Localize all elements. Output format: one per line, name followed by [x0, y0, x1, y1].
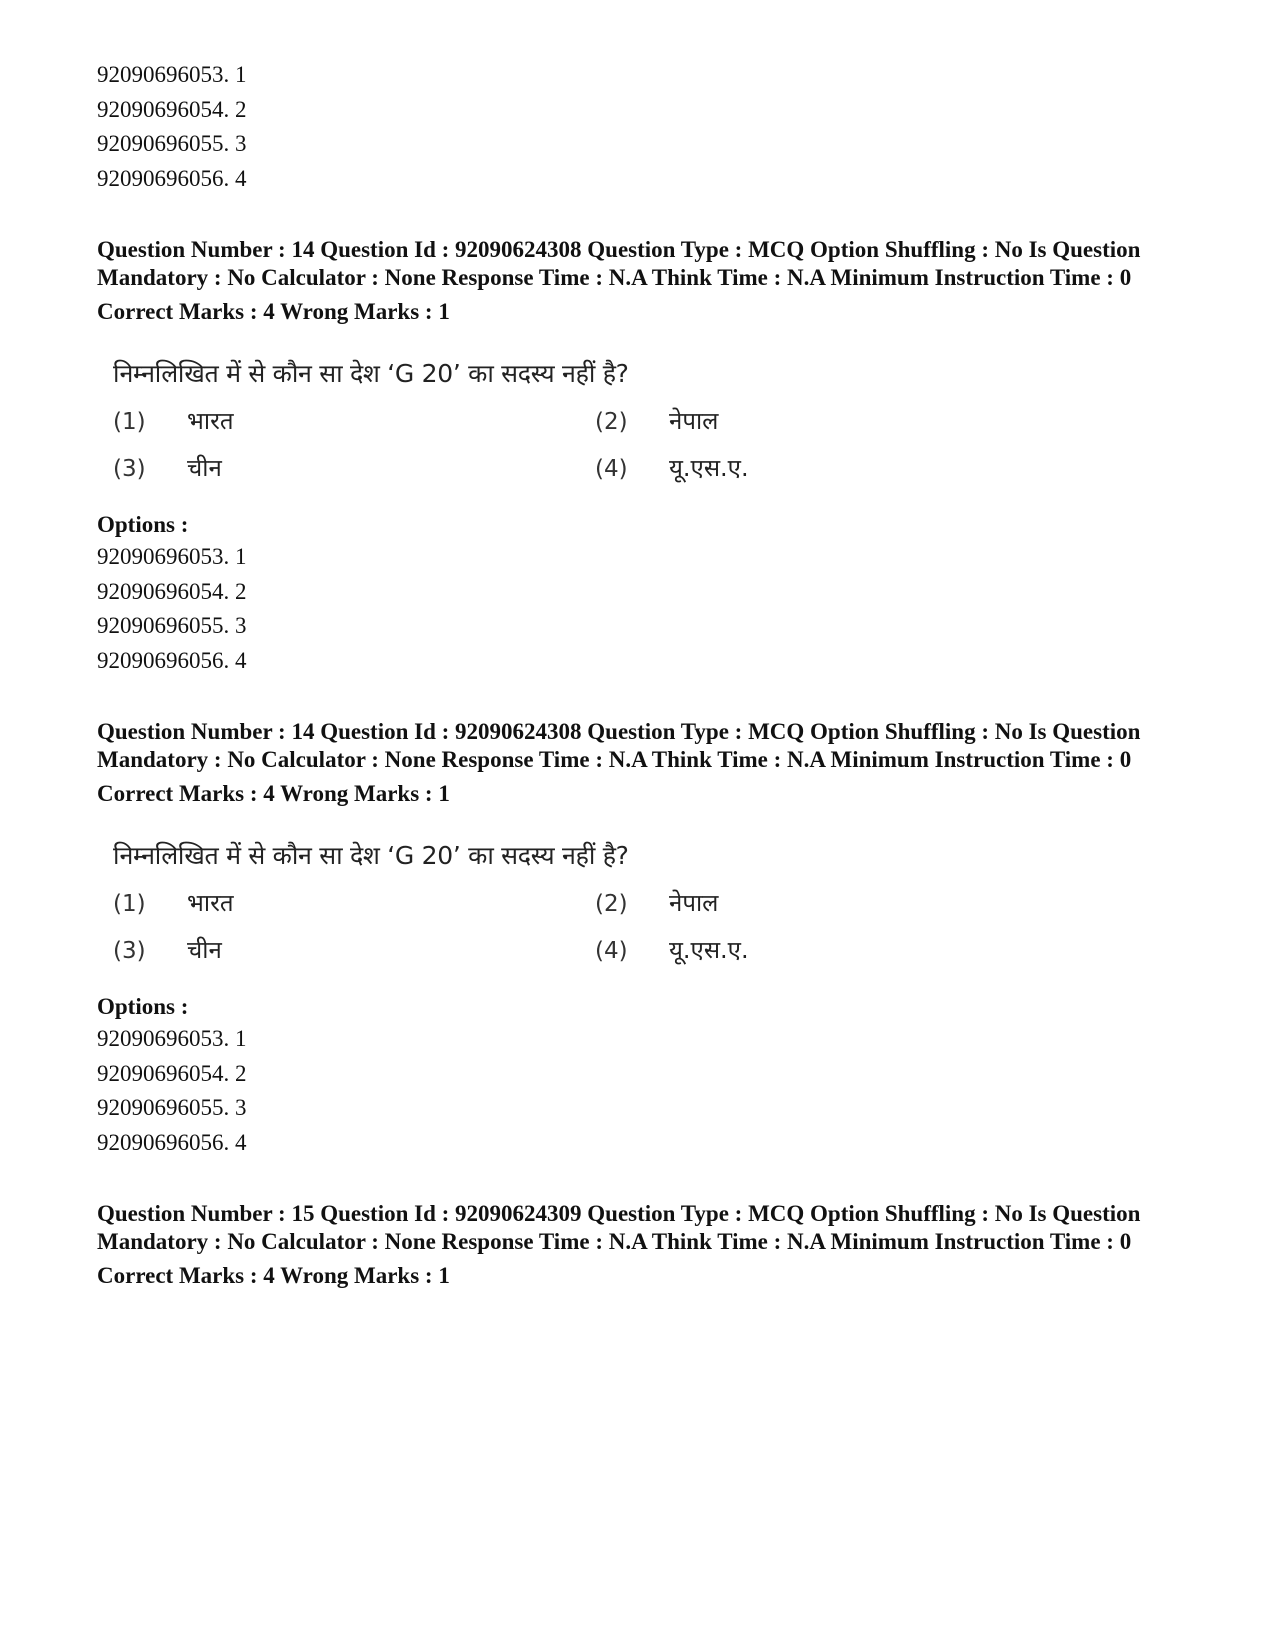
option-line: 92090696055. 3: [97, 131, 247, 156]
choice-3: [113, 933, 222, 966]
question-block: [97, 1200, 1197, 1290]
choice-number: (4): [595, 456, 628, 482]
choice-number: (4): [595, 938, 628, 964]
document-page: [97, 58, 1197, 1330]
option-line: 92090696053. 1: [97, 1026, 247, 1051]
question-image: [97, 830, 1197, 980]
choice-text: चीन: [187, 936, 222, 964]
question-header: Question Number : 14 Question Id : 92090624308 Question Type : MCQ Option Shuffling : No Is Question Mandatory : No Calculator : None Response Time : N.A Think Time : N.A Minimum Instruction Time : 0: [97, 719, 1141, 772]
choice-text: नेपाल: [669, 407, 719, 435]
choice-text: भारत: [187, 889, 234, 917]
choice-number: (2): [595, 891, 628, 917]
options-label: Options :: [97, 512, 189, 537]
question-marks: Correct Marks : 4 Wrong Marks : 1: [97, 299, 450, 324]
option-line: 92090696053. 1: [97, 544, 247, 569]
choice-3: [113, 451, 222, 484]
choice-text: चीन: [187, 454, 222, 482]
option-line: 92090696054. 2: [97, 1060, 247, 1086]
question-marks: Correct Marks : 4 Wrong Marks : 1: [97, 781, 450, 806]
choice-1: [113, 886, 234, 919]
option-line: 92090696055. 3: [97, 1095, 247, 1120]
option-line: 92090696056. 4: [97, 165, 247, 191]
option-line: 92090696054. 2: [97, 578, 247, 604]
choice-number: (2): [595, 409, 628, 435]
question-header: Question Number : 15 Question Id : 92090624309 Question Type : MCQ Option Shuffling : No Is Question Mandatory : No Calculator : None Response Time : N.A Think Time : N.A Minimum Instruction Time : 0: [97, 1201, 1141, 1254]
option-line: 92090696053. 1: [97, 62, 247, 87]
options-label: Options :: [97, 994, 189, 1019]
option-line: 92090696054. 2: [97, 96, 247, 122]
choice-2: [595, 886, 718, 919]
choice-number: (1): [113, 409, 146, 435]
option-line: 92090696056. 4: [97, 647, 247, 673]
choice-number: (3): [113, 456, 146, 482]
question-block: [97, 718, 1197, 1160]
choice-4: [595, 933, 749, 966]
question-text: निम्नलिखित में से कौन सा देश ‘G 20’ का सदस्य नहीं है?: [113, 359, 629, 388]
question-text: निम्नलिखित में से कौन सा देश ‘G 20’ का सदस्य नहीं है?: [113, 841, 629, 870]
question-block: [97, 236, 1197, 678]
choice-1: [113, 404, 234, 437]
question-image: [97, 348, 1197, 498]
choice-text: भारत: [187, 407, 234, 435]
choice-text: यू.एस.ए.: [669, 454, 749, 482]
options-list: [97, 540, 1197, 678]
options-list: [97, 1022, 1197, 1160]
question-header: Question Number : 14 Question Id : 92090624308 Question Type : MCQ Option Shuffling : No Is Question Mandatory : No Calculator : None Response Time : N.A Think Time : N.A Minimum Instruction Time : 0: [97, 237, 1141, 290]
question-marks: Correct Marks : 4 Wrong Marks : 1: [97, 1263, 450, 1288]
choice-text: नेपाल: [669, 889, 719, 917]
choice-4: [595, 451, 749, 484]
option-line: 92090696055. 3: [97, 613, 247, 638]
choice-text: यू.एस.ए.: [669, 936, 749, 964]
choice-number: (3): [113, 938, 146, 964]
choice-2: [595, 404, 718, 437]
top-options-list: [97, 58, 1197, 196]
option-line: 92090696056. 4: [97, 1129, 247, 1155]
choice-number: (1): [113, 891, 146, 917]
